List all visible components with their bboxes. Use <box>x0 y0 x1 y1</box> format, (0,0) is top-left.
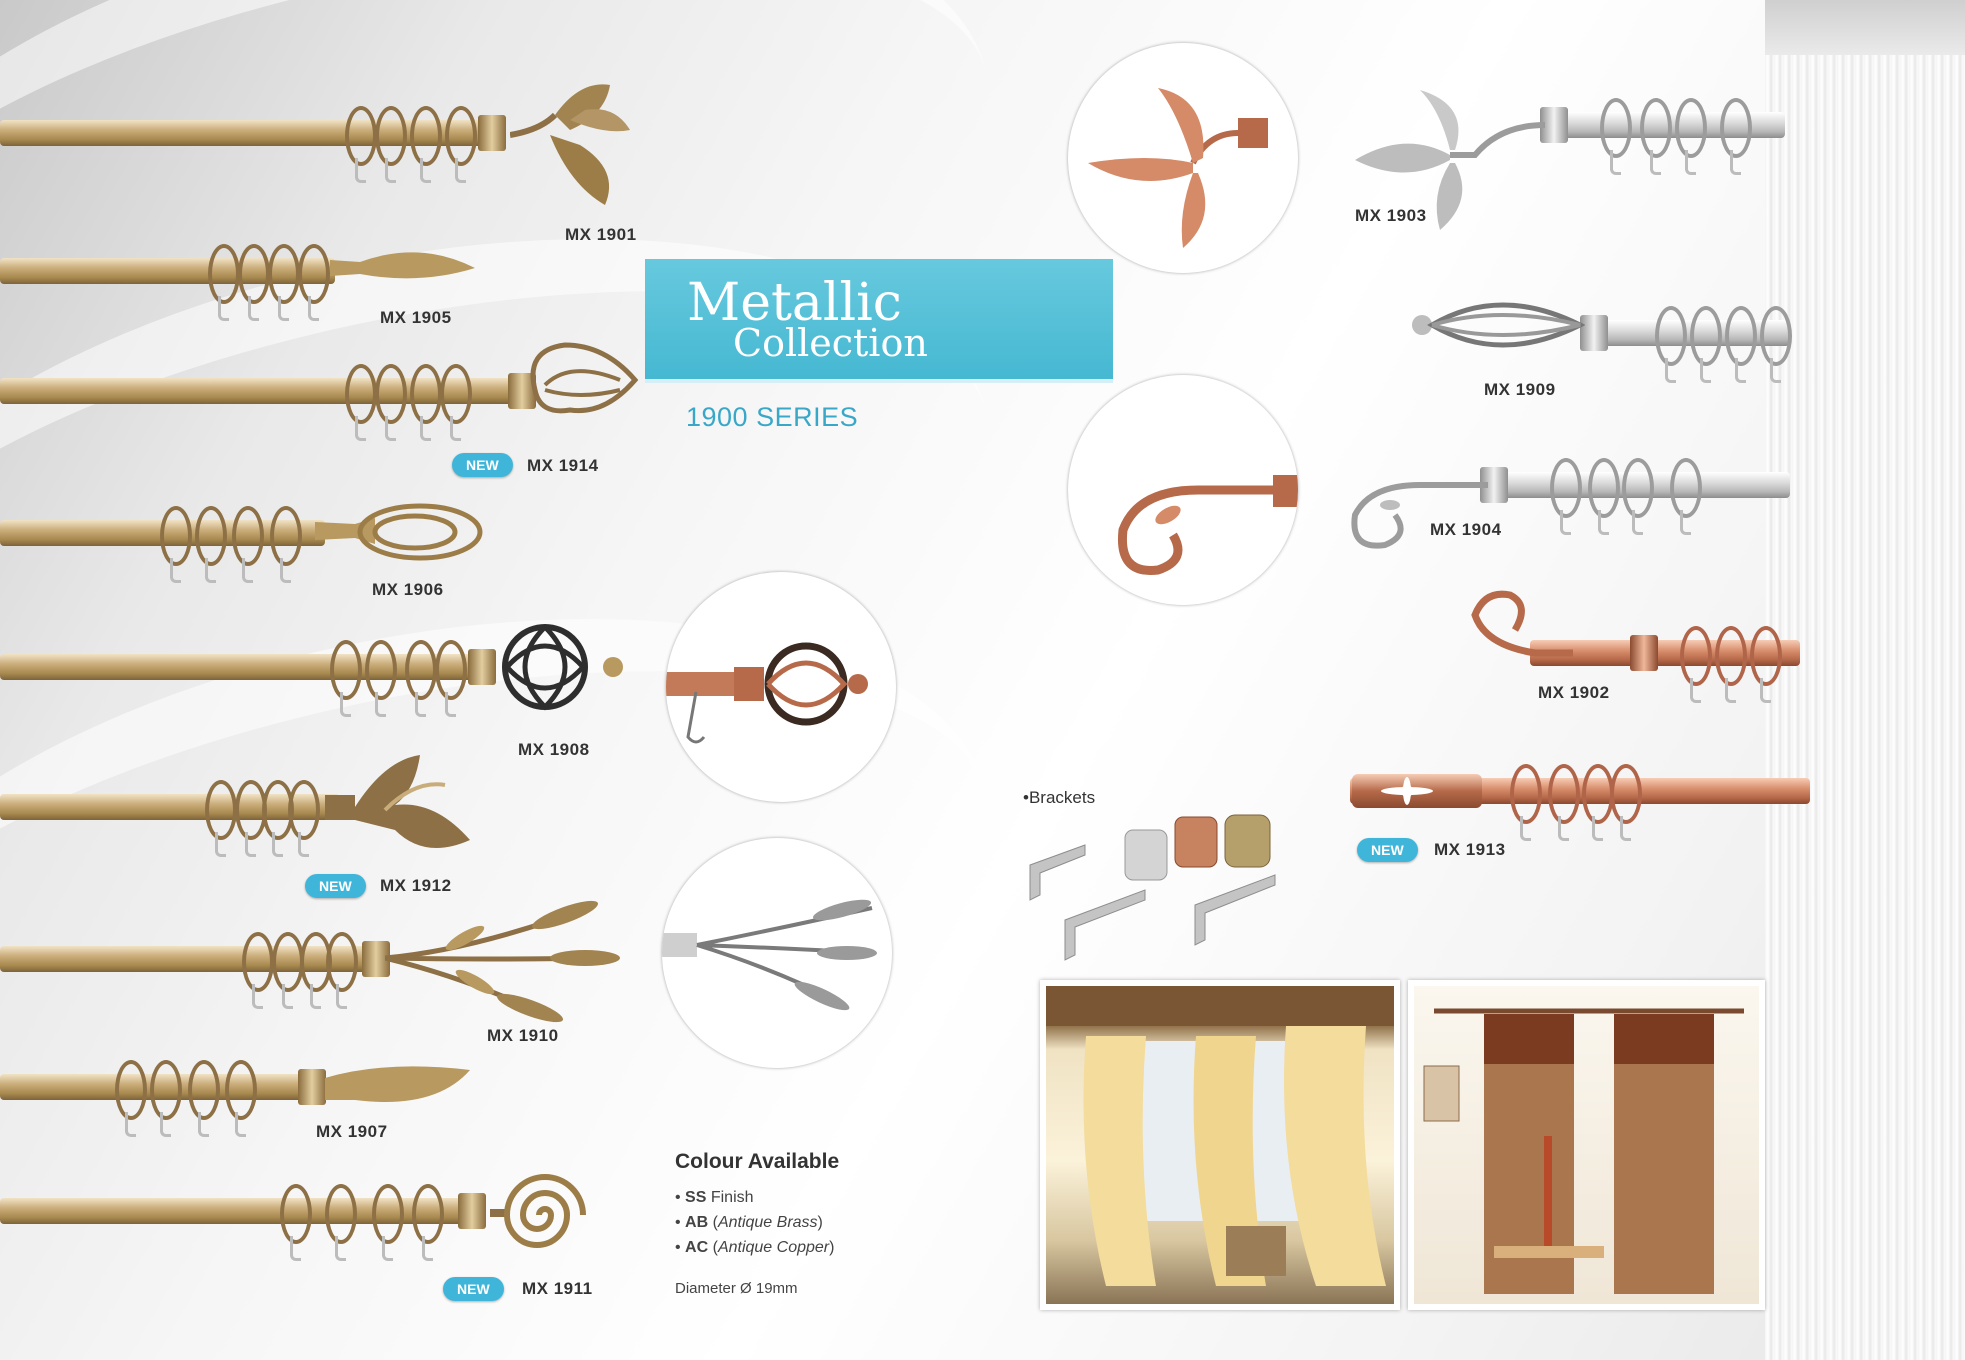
diameter-note: Diameter Ø 19mm <box>675 1280 798 1297</box>
new-badge: NEW <box>452 453 513 477</box>
model-label: MX 1910 <box>487 1026 559 1045</box>
hook-icon <box>242 558 253 583</box>
ring <box>150 1060 182 1120</box>
ring <box>1750 626 1782 686</box>
shell-finial-icon <box>510 340 640 450</box>
colour-item-ab: • AB (Antique Brass) <box>675 1214 823 1231</box>
hook-icon <box>1685 150 1696 175</box>
hook-icon <box>198 1112 209 1137</box>
collar <box>1630 635 1658 671</box>
ring <box>195 506 227 566</box>
ring <box>1610 764 1642 824</box>
hook-icon <box>215 832 226 857</box>
ring <box>1725 306 1757 366</box>
ring <box>188 1060 220 1120</box>
hook-icon <box>1730 150 1741 175</box>
collection-title-line2: Collection <box>733 321 928 365</box>
hook-icon <box>420 416 431 441</box>
model-label: MX 1913 <box>1434 840 1506 859</box>
ring <box>208 244 240 304</box>
hook-icon <box>252 984 263 1009</box>
ring <box>225 1060 257 1120</box>
hook-icon <box>310 984 321 1009</box>
spear-finial-icon <box>330 240 480 300</box>
collar <box>298 1069 326 1105</box>
hook-icon <box>280 558 291 583</box>
hook-icon <box>248 296 259 321</box>
flower-cutout-icon <box>1352 774 1482 808</box>
wheat-finial-icon <box>385 890 625 1030</box>
hook-icon <box>340 692 351 717</box>
hook-icon <box>1680 510 1691 535</box>
ring <box>1680 626 1712 686</box>
hook-icon <box>205 558 216 583</box>
copper-scroll-finial-icon <box>1455 585 1575 695</box>
hook-icon <box>218 296 229 321</box>
ring <box>1670 458 1702 518</box>
hook-icon <box>1650 150 1661 175</box>
curtain-photo-icon <box>1046 986 1394 1304</box>
hook-icon <box>298 832 309 857</box>
leaf-finial-icon <box>510 75 650 225</box>
ring <box>1720 98 1752 158</box>
hook-icon <box>1760 678 1771 703</box>
brackets-label: •Brackets <box>1023 788 1096 807</box>
detail-circle-wheat <box>662 838 892 1068</box>
hook-icon <box>382 1236 393 1261</box>
ring <box>1640 98 1672 158</box>
hook-icon <box>278 296 289 321</box>
hook-icon <box>160 1112 171 1137</box>
hook-icon <box>1610 150 1621 175</box>
new-badge: NEW <box>1357 838 1418 862</box>
hook-icon <box>1598 510 1609 535</box>
collar <box>468 649 496 685</box>
ring <box>238 244 270 304</box>
hook-icon <box>1690 678 1701 703</box>
colour-name: Finish <box>710 1189 754 1206</box>
ring <box>410 364 442 424</box>
ring <box>345 106 377 166</box>
ring <box>1548 764 1580 824</box>
detail-circle-copper-cage <box>666 572 896 802</box>
curtain-header-decor <box>1765 0 1965 55</box>
hook-icon <box>415 692 426 717</box>
hook-icon <box>1735 358 1746 383</box>
ring <box>298 244 330 304</box>
ring <box>1600 98 1632 158</box>
hook-icon <box>125 1112 136 1137</box>
hook-icon <box>1632 510 1643 535</box>
hook-icon <box>272 832 283 857</box>
ring <box>1675 98 1707 158</box>
hook-icon <box>1520 816 1531 841</box>
model-label: MX 1906 <box>372 580 444 599</box>
steel-cage-finial-icon <box>1410 290 1585 370</box>
ring <box>1715 626 1747 686</box>
copper-cage-finial-icon <box>666 572 896 802</box>
hook-icon <box>355 416 366 441</box>
ring <box>280 1184 312 1244</box>
collection-title-line1: Metallic <box>687 273 902 333</box>
colour-name: Antique Copper <box>717 1239 830 1256</box>
hook-icon <box>1700 358 1711 383</box>
ring <box>405 640 437 700</box>
ring <box>330 640 362 700</box>
hook-icon <box>235 1112 246 1137</box>
colour-name: Antique Brass <box>717 1214 818 1231</box>
ring <box>1550 458 1582 518</box>
ring <box>1510 764 1542 824</box>
hook-icon <box>455 158 466 183</box>
ring <box>160 506 192 566</box>
new-badge: NEW <box>305 874 366 898</box>
model-label: MX 1903 <box>1355 206 1427 225</box>
hook-icon <box>355 158 366 183</box>
copper-scroll-finial-icon <box>1068 375 1298 605</box>
ring <box>375 364 407 424</box>
copper-leaf-finial-icon <box>1068 43 1298 273</box>
ring <box>1622 458 1654 518</box>
hook-icon <box>336 984 347 1009</box>
hook-icon <box>445 692 456 717</box>
ring <box>242 932 274 992</box>
detail-circle-copper-scroll <box>1068 375 1298 605</box>
ring <box>435 640 467 700</box>
ring <box>288 780 320 840</box>
ring <box>365 640 397 700</box>
brackets-icon <box>1025 805 1315 965</box>
steel-wheat-finial-icon <box>662 838 892 1068</box>
model-label: MX 1902 <box>1538 683 1610 702</box>
colour-code: SS <box>685 1189 707 1206</box>
room-photo-bedroom <box>1408 980 1765 1310</box>
tulip-finial-icon <box>325 750 485 870</box>
ring <box>375 106 407 166</box>
model-label: MX 1901 <box>565 225 637 244</box>
colour-available-heading: Colour Available <box>675 1150 840 1173</box>
ring <box>268 244 300 304</box>
collar <box>478 115 506 151</box>
model-label: MX 1911 <box>522 1279 593 1298</box>
model-label: MX 1914 <box>527 456 599 475</box>
ring <box>1588 458 1620 518</box>
ring <box>270 506 302 566</box>
ring <box>412 1184 444 1244</box>
colour-code: AC <box>685 1239 709 1256</box>
model-label: MX 1912 <box>380 876 452 895</box>
ring <box>445 106 477 166</box>
hook-icon <box>170 558 181 583</box>
new-badge: NEW <box>443 1277 504 1301</box>
colour-code: AB <box>685 1214 709 1231</box>
ring <box>345 364 377 424</box>
ring <box>115 1060 147 1120</box>
detail-circle-copper-leaf <box>1068 43 1298 273</box>
leaf-finial-icon <box>325 1060 475 1120</box>
ring <box>440 364 472 424</box>
hook-icon <box>282 984 293 1009</box>
hook-icon <box>1665 358 1676 383</box>
model-label: MX 1908 <box>518 740 590 759</box>
ring <box>410 106 442 166</box>
ring <box>1690 306 1722 366</box>
model-label: MX 1907 <box>316 1122 388 1141</box>
hook-icon <box>335 1236 346 1261</box>
hook-icon <box>1620 816 1631 841</box>
cage-finial-icon <box>495 615 625 725</box>
curtain-photo-icon <box>1414 986 1759 1304</box>
oval-finial-icon <box>315 500 485 570</box>
hook-icon <box>245 832 256 857</box>
room-photo-living <box>1040 980 1400 1310</box>
sheer-curtain-decor <box>1765 0 1965 1360</box>
model-label: MX 1904 <box>1430 520 1502 539</box>
collection-title-box <box>645 259 1113 379</box>
hook-icon <box>290 1236 301 1261</box>
model-label: MX 1909 <box>1484 380 1556 399</box>
hook-icon <box>420 158 431 183</box>
hook-icon <box>450 416 461 441</box>
hook-icon <box>422 1236 433 1261</box>
ring <box>1655 306 1687 366</box>
hook-icon <box>1725 678 1736 703</box>
spiral-finial-icon <box>480 1165 600 1275</box>
hook-icon <box>385 158 396 183</box>
hook-icon <box>1560 510 1571 535</box>
hook-icon <box>308 296 319 321</box>
ring <box>372 1184 404 1244</box>
colour-item-ss: • SS Finish <box>675 1189 754 1206</box>
hook-icon <box>385 416 396 441</box>
hook-icon <box>375 692 386 717</box>
hook-icon <box>1592 816 1603 841</box>
ring <box>232 506 264 566</box>
colour-item-ac: • AC (Antique Copper) <box>675 1239 835 1256</box>
hook-icon <box>1770 358 1781 383</box>
ring <box>326 932 358 992</box>
ring <box>1760 306 1792 366</box>
series-label: 1900 SERIES <box>686 402 859 432</box>
ring <box>205 780 237 840</box>
hook-icon <box>1558 816 1569 841</box>
ring <box>325 1184 357 1244</box>
perforated-finial <box>1352 774 1482 808</box>
model-label: MX 1905 <box>380 308 452 327</box>
